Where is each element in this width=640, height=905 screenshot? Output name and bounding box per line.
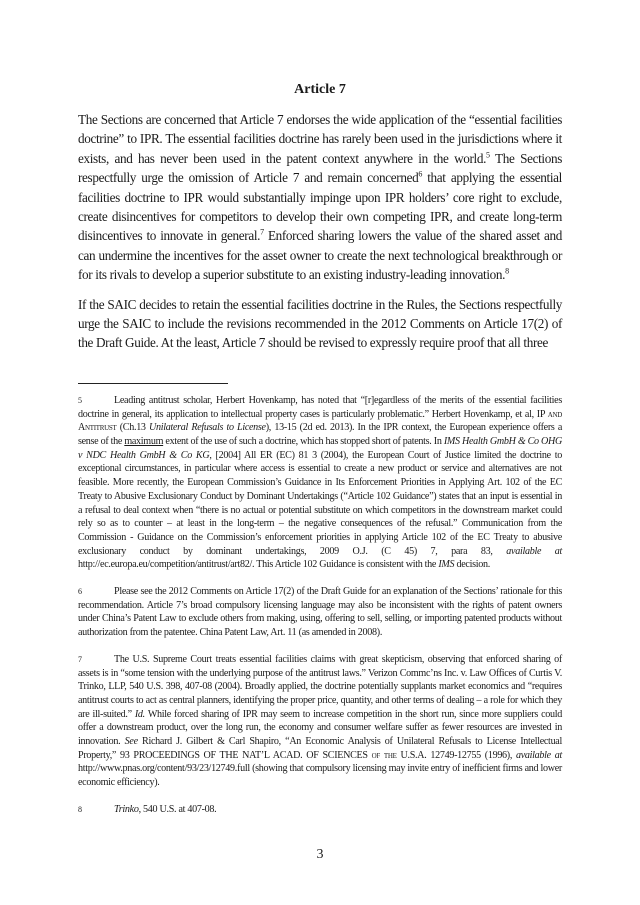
text-run: Enforced sharing lowers the value of the shared asset and can undermine the incentives for the asset owner to create the next technological breakthrough or for its rivals to develop a superior substitute to an existing industry-leading innovation.: [78, 228, 562, 283]
text-run: If the SAIC decides to retain the essential facilities doctrine in the Rules, the Sections respectfully urge the SAIC to include the revisions recommended in the 2012 Comments on Article 17(2) of the Draft Guide. At the least, Article 7 should be revised to expressly require proof that all three: [78, 296, 562, 351]
text-run: extent of the use of such a doctrine, which has stopped short of patents. In: [163, 435, 444, 447]
text-run: (Ch.13: [116, 422, 149, 434]
italic-text: IMS Health GmbH & Co OHG v NDC Health GmbH & Co KG: [78, 435, 562, 461]
footnotes: [78, 394, 562, 817]
page-number: 3: [316, 847, 324, 862]
footnote: [78, 803, 562, 817]
text-run: Leading antitrust scholar, Herbert Hovenkamp, has noted that “[r]egardless of the merits of the essential facilities doctrine in general, its application to intellectual property cases is particularly problematic.” Herbert Hovenkamp, et al, IP: [78, 394, 562, 420]
footnote: [78, 653, 562, 790]
footnote-number: 8: [78, 804, 82, 814]
footnote-separator: [78, 383, 228, 384]
italic-text: available at: [516, 749, 563, 761]
text-run: http://www.pnas.org/content/93/23/12749.full (showing that compulsory licensing may invite entry of inefficient firms and lower economic efficiency).: [78, 763, 562, 789]
footnote-number: 7: [78, 654, 82, 664]
footnote-number: 6: [78, 587, 82, 597]
article-heading: Article 7: [294, 82, 346, 97]
footnote-ref: 7: [260, 228, 264, 238]
text-run: The Sections respectfully urge the omission of Article 7 and remain concerned: [78, 150, 562, 186]
text-run: The U.S. Supreme Court treats essential facilities claims with great skepticism, observing that enforced sharing of assets is in “some tension with the underlying purpose of the antitrust laws.” Verizon Commc’ns Inc. v. Law Offices of Curtis V. Trinko, LLP, 540 U.S. 398, 407-08 (2004). Broadly applied, the doctrine potentially supplants market economics and “requires antitrust courts to act as central planners, identifying the proper price, quantity, and other terms of dealing – a role for which they are ill-suited.”: [78, 653, 562, 720]
small-caps-text: of the: [371, 749, 397, 761]
text-run: , [2004] All ER (EC) 81 3 (2004), the European Court of Justice limited the doctrine to exceptional circumstances, in particular where access is essential to create a new product or service and alternatives are not feasible. More recently, the European Commission’s Guidance in Its Enforcement Priorities in Applying Art. 102 of the EC Treaty to Abusive Exclusionary Conduct by Dominant Undertakings (“Article 102 Guidance”) states that an input is essential in a refusal to deal context when “there is no actual or potential substitute on which competitors in the downstream market could rely so as to counter – at least in the long-term – the negative consequences of the refusal.” Communication from the Commission - Guidance on the Commission’s enforcement priorities in applying Article 102 of the EC Treaty to abusive exclusionary conduct by dominant undertakings, 2009 O.J. (C 45) 7, para 83,: [78, 449, 562, 557]
text-run: The Sections are concerned that Article 7 endorses the wide application of the “essential facilities doctrine” to IPR. The essential facilities doctrine has rarely been used in the jurisdictions where it exists, and has never been used in the patent context anywhere in the world.: [78, 112, 562, 166]
footnote: [78, 394, 562, 572]
text-run: While forced sharing of IPR may seem to increase competition in the short run, since more suppliers could offer a downstream product, over the long run, the economy and consumer welfare suffer as fewer resources are invested in innovation.: [78, 708, 562, 748]
italic-text: available at: [506, 545, 563, 557]
footnote-ref: 6: [418, 169, 422, 179]
italic-text: Trinko: [114, 803, 139, 815]
text-run: Please see the 2012 Comments on Article 17(2) of the Draft Guide for an explanation of the Sections’ rationale for this recommendation. Article 7’s broad compulsory licensing language may also be inconsistent with the rights of patent owners under China’s Patent Law to exclude others from making, using, offering to sell, selling, or importing patented products without authorization from the patentee. China Patent Law, Art. 11 (as amended in 2008).: [78, 586, 562, 639]
italic-text: Id.: [134, 708, 145, 720]
text-run: ), 13-15 (2d ed. 2013). In the IPR context, the European experience offers a sense of the: [78, 422, 562, 447]
text-run: decision.: [454, 559, 490, 571]
italic-text: IMS: [438, 559, 455, 571]
text-run: Richard J. Gilbert & Carl Shapiro, “An Economic Analysis of Unilateral Refusals to License Intellectual Property,” 93 PROCEEDINGS OF THE NAT’L ACAD. OF SCIENCES: [78, 736, 562, 761]
footnote-number: 5: [78, 395, 82, 405]
underlined-text: maximum: [124, 435, 164, 447]
footnote-ref: 8: [505, 266, 509, 276]
footnote: [78, 585, 562, 640]
small-caps-text: and Antitrust: [78, 408, 562, 434]
italic-text: See: [124, 736, 138, 748]
text-run: that applying the essential facilities doctrine to IPR would substantially impinge upon IPR holders’ core right to exclude, create disincentives for competitors to develop their own competing IPR, and create long-term disincentives to innovate in general.: [78, 170, 562, 244]
body-paragraph: [78, 295, 562, 353]
footnote-ref: 5: [486, 150, 490, 160]
text-run: , 540 U.S. at 407-08.: [138, 803, 217, 815]
body-text: [78, 110, 562, 353]
text-run: http://ec.europa.eu/competition/antitrust/art82/. This Article 102 Guidance is consistent with the: [78, 559, 439, 571]
italic-text: Unilateral Refusals to License: [148, 422, 266, 434]
text-run: U.S.A. 12749-12755 (1996),: [396, 749, 516, 761]
body-paragraph: [78, 110, 562, 285]
